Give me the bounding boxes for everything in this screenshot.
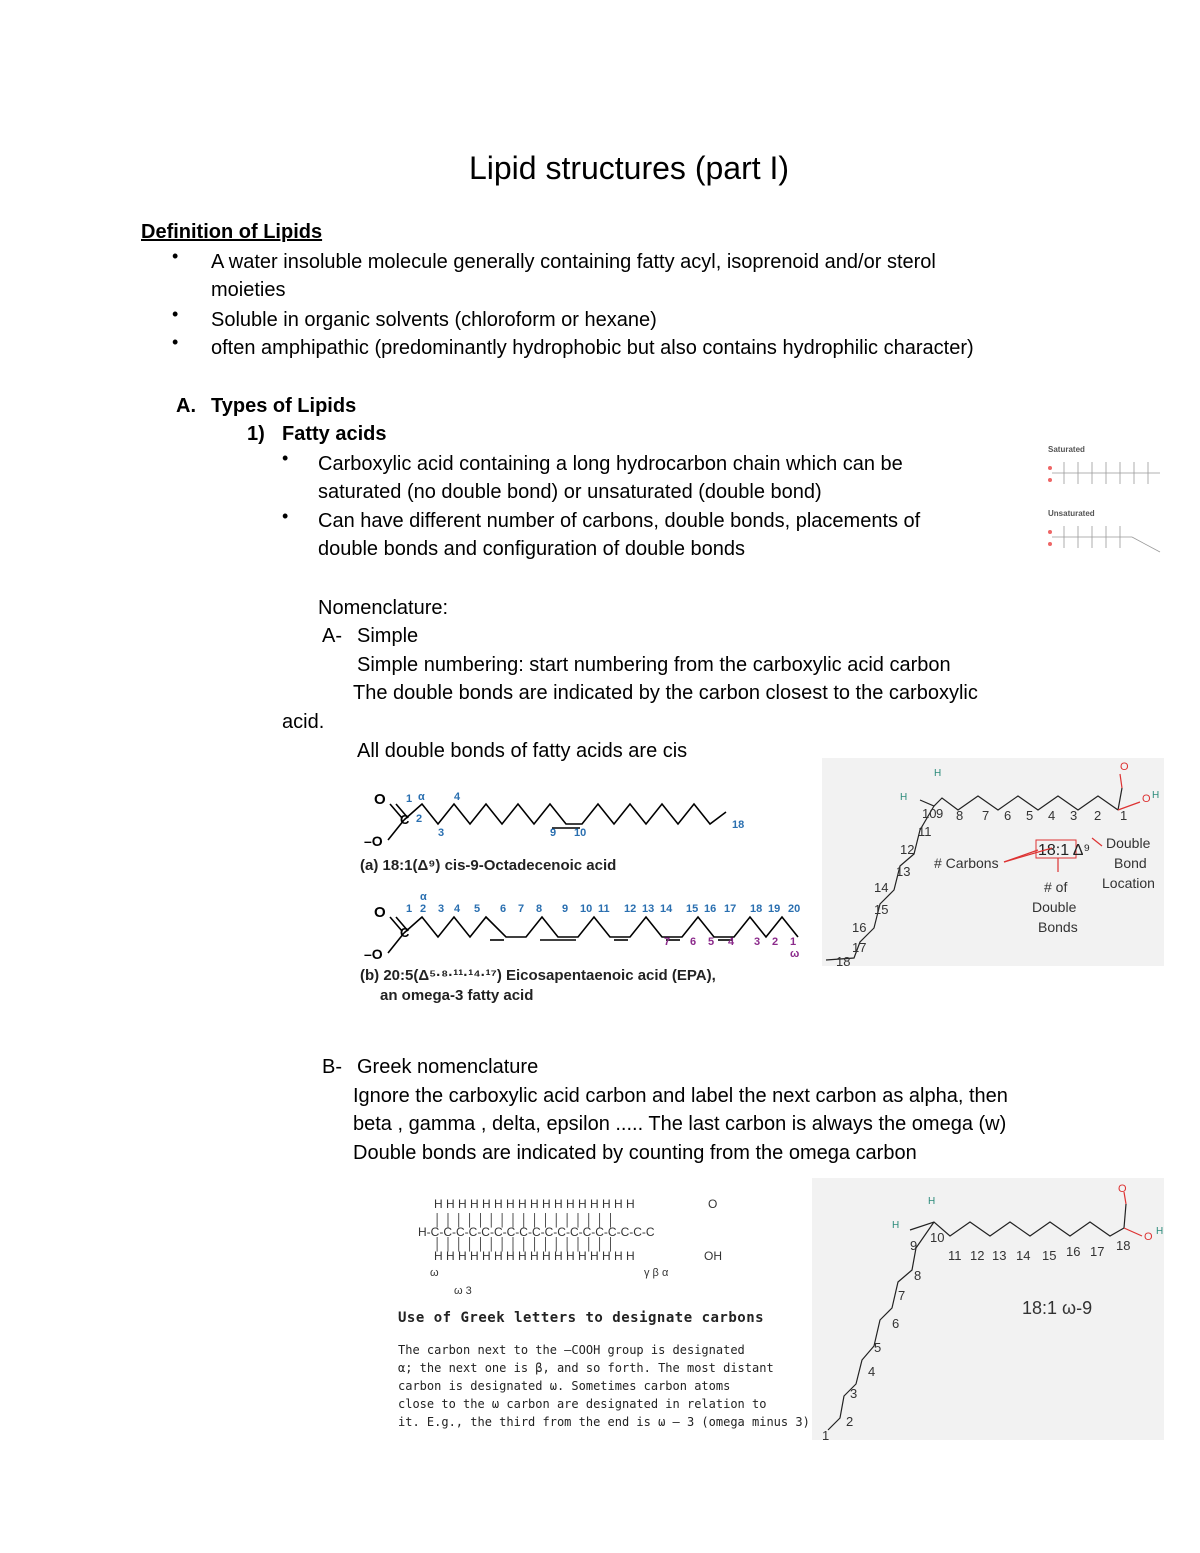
svg-text:12: 12 xyxy=(970,1248,985,1263)
svg-text:3: 3 xyxy=(438,903,445,915)
svg-text:12: 12 xyxy=(624,903,637,915)
svg-text:18: 18 xyxy=(732,819,745,831)
svg-text:18: 18 xyxy=(750,903,763,915)
svg-text:OH: OH xyxy=(704,1249,722,1263)
definition-bullet-2: Soluble in organic solvents (chloroform or hexane) xyxy=(211,309,657,331)
svg-text:O: O xyxy=(374,791,386,808)
nomenclature-b-line-2: beta , gamma , delta, epsilon ..... The last carbon is always the omega (w) xyxy=(353,1113,1007,1135)
bullet-icon: • xyxy=(172,332,179,352)
svg-text:15: 15 xyxy=(686,903,699,915)
saturated-unsaturated-thumbnail xyxy=(1040,440,1170,560)
omega-label: ω xyxy=(430,1267,439,1279)
svg-text:8: 8 xyxy=(956,808,964,823)
caption-epa-2: an omega-3 fatty acid xyxy=(380,987,534,1004)
greek-text-1: The carbon next to the –COOH group is designated xyxy=(398,1343,745,1357)
svg-text:19: 19 xyxy=(768,903,781,915)
definition-bullet-3: often amphipathic (predominantly hydrophobic but also contains hydrophilic character) xyxy=(211,337,974,359)
svg-text:11: 11 xyxy=(598,903,610,915)
svg-text:10: 10 xyxy=(922,806,937,821)
svg-text:9: 9 xyxy=(936,806,944,821)
svg-text:7: 7 xyxy=(898,1288,906,1303)
fatty-acid-bullet-2: Can have different number of carbons, double bonds, placements of xyxy=(318,510,921,532)
omega-number: 3 xyxy=(754,936,761,948)
svg-text:O: O xyxy=(1142,793,1151,805)
svg-text:17: 17 xyxy=(852,940,867,955)
svg-text:5: 5 xyxy=(874,1340,882,1355)
svg-text:7: 7 xyxy=(518,903,525,915)
svg-text:α: α xyxy=(420,891,427,903)
svg-text:10: 10 xyxy=(574,827,587,839)
svg-text:13: 13 xyxy=(896,864,911,879)
nomenclature-a-line-2: The double bonds are indicated by the carbon closest to the carboxylic xyxy=(353,682,978,704)
types-letter: A. xyxy=(176,395,196,417)
svg-text:15: 15 xyxy=(1042,1248,1057,1263)
svg-text:10: 10 xyxy=(930,1230,945,1245)
svg-text:5: 5 xyxy=(1026,808,1034,823)
delta-notation-figure xyxy=(822,758,1164,966)
thumb-saturated-label: Saturated xyxy=(1048,445,1085,454)
svg-text:8: 8 xyxy=(536,903,543,915)
svg-text:14: 14 xyxy=(660,903,673,915)
greek-letters-structure xyxy=(418,1194,728,1298)
bullet-icon: • xyxy=(282,448,289,468)
svg-text:O: O xyxy=(1120,761,1129,773)
svg-text:2: 2 xyxy=(420,903,427,915)
svg-text:α: α xyxy=(418,791,425,803)
svg-text:10: 10 xyxy=(580,903,593,915)
definition-bullet-1: A water insoluble molecule generally containing fatty acyl, isoprenoid and/or sterol xyxy=(211,251,936,273)
svg-text:17: 17 xyxy=(724,903,737,915)
greek-title: Use of Greek letters to designate carbons xyxy=(398,1310,765,1326)
svg-text:2: 2 xyxy=(1094,808,1102,823)
fatty-acids-heading: Fatty acids xyxy=(282,423,387,445)
bullet-icon: • xyxy=(172,304,179,324)
svg-text:16: 16 xyxy=(852,920,867,935)
omega-number: 1 xyxy=(790,936,797,948)
svg-text:–O: –O xyxy=(364,946,383,962)
caption-epa-1: (b) 20:5(Δ⁵·⁸·¹¹·¹⁴·¹⁷) Eicosapentaenoic acid (EPA), xyxy=(360,967,716,984)
svg-text:1: 1 xyxy=(1120,808,1128,823)
omega-notation-figure xyxy=(812,1178,1164,1440)
svg-text:H-C-C-C-C-C-C-C-C-C-C-C-C-C-C-: H-C-C-C-C-C-C-C-C-C-C-C-C-C-C-C-C-C-C xyxy=(418,1225,655,1239)
svg-text:│ │ │ │ │ │ │ │ │ │ │ │ │ │ │: │ │ │ │ │ │ │ │ │ │ │ │ │ │ │ │ │ xyxy=(434,1237,615,1251)
svg-text:9: 9 xyxy=(562,903,569,915)
label-double-bonds-3: Bonds xyxy=(1038,919,1078,935)
nomenclature-b-label: B- xyxy=(322,1056,342,1078)
label-double-bonds-2: Double xyxy=(1032,899,1077,915)
omega-notation: 18:1 ω-9 xyxy=(1022,1298,1093,1318)
types-heading: Types of Lipids xyxy=(211,395,357,417)
svg-text:O: O xyxy=(1118,1183,1127,1195)
fatty-acid-structures-figure xyxy=(360,782,810,1012)
omega-number: 6 xyxy=(690,936,697,948)
svg-text:H: H xyxy=(934,768,942,779)
omega-number: 5 xyxy=(708,936,715,948)
label-location-2: Bond xyxy=(1114,855,1147,871)
svg-text:3: 3 xyxy=(438,827,445,839)
svg-text:H: H xyxy=(928,1196,936,1207)
svg-text:6: 6 xyxy=(892,1316,900,1331)
caption-oleic: (a) 18:1(Δ⁹) cis-9-Octadecenoic acid xyxy=(360,857,617,874)
svg-text:O: O xyxy=(1144,1231,1153,1243)
fatty-acids-number: 1) xyxy=(247,423,265,445)
omega-number: 2 xyxy=(772,936,779,948)
svg-text:3: 3 xyxy=(1070,808,1078,823)
greek-text-3: carbon is designated ω. Sometimes carbon atoms xyxy=(398,1379,731,1393)
svg-text:O: O xyxy=(374,904,386,921)
svg-text:2: 2 xyxy=(416,813,423,825)
gamma-beta-alpha-label: γ β α xyxy=(644,1267,669,1279)
page-title: Lipid structures (part I) xyxy=(468,150,790,186)
svg-text:2: 2 xyxy=(846,1414,854,1429)
svg-text:11: 11 xyxy=(918,824,932,839)
nomenclature-a-line-3: acid. xyxy=(282,711,325,733)
label-carbons: # Carbons xyxy=(934,855,999,871)
fatty-acid-bullet-1: Carboxylic acid containing a long hydrocarbon chain which can be xyxy=(318,453,903,475)
omega-3-label: ω 3 xyxy=(454,1285,472,1297)
svg-text:–O: –O xyxy=(364,833,383,849)
definition-heading: Definition of Lipids xyxy=(141,221,323,243)
omega-number: 7 xyxy=(664,936,671,948)
svg-text:16: 16 xyxy=(704,903,717,915)
svg-text:O: O xyxy=(708,1197,718,1211)
nomenclature-b-title: Greek nomenclature xyxy=(357,1056,539,1078)
omega-number: 4 xyxy=(728,936,735,948)
fatty-acid-bullet-1-cont: saturated (no double bond) or unsaturated (double bond) xyxy=(318,481,822,503)
svg-text:17: 17 xyxy=(1090,1244,1105,1259)
svg-text:1: 1 xyxy=(822,1428,830,1440)
nomenclature-a-line-4: All double bonds of fatty acids are cis xyxy=(357,740,688,762)
svg-text:9: 9 xyxy=(550,827,557,839)
svg-text:1: 1 xyxy=(406,793,413,805)
label-double-bonds-1: # of xyxy=(1044,879,1068,895)
svg-text:9: 9 xyxy=(910,1238,918,1253)
greek-text-2: α; the next one is β, and so forth. The most distant xyxy=(398,1361,774,1375)
fatty-acid-bullet-2-cont: double bonds and configuration of double bonds xyxy=(318,538,746,560)
bullet-icon: • xyxy=(282,506,289,526)
svg-text:11: 11 xyxy=(948,1248,962,1263)
label-location-1: Double xyxy=(1106,835,1151,851)
svg-text:6: 6 xyxy=(500,903,507,915)
label-location-3: Location xyxy=(1102,875,1155,891)
svg-text:H: H xyxy=(892,1220,900,1231)
nomenclature-b-line-1: Ignore the carboxylic acid carbon and label the next carbon as alpha, then xyxy=(353,1085,1008,1107)
svg-text:8: 8 xyxy=(914,1268,922,1283)
greek-text-5: it. E.g., the third from the end is ω – 3 (omega minus 3) xyxy=(398,1415,810,1429)
svg-text:H: H xyxy=(1152,790,1160,801)
svg-text:13: 13 xyxy=(642,903,655,915)
svg-text:│ │ │ │ │ │ │ │ │ │ │ │ │ │ │: │ │ │ │ │ │ │ │ │ │ │ │ │ │ │ │ │ xyxy=(434,1213,615,1227)
svg-text:4: 4 xyxy=(454,791,461,803)
svg-text:13: 13 xyxy=(992,1248,1007,1263)
svg-text:1: 1 xyxy=(406,903,413,915)
svg-text:C: C xyxy=(400,812,410,827)
nomenclature-a-line-1: Simple numbering: start numbering from the carboxylic acid carbon xyxy=(357,654,951,676)
svg-text:4: 4 xyxy=(868,1364,876,1379)
svg-text:H: H xyxy=(900,792,908,803)
svg-text:18: 18 xyxy=(1116,1238,1131,1253)
svg-text:C: C xyxy=(400,925,410,940)
bullet-icon: • xyxy=(172,246,179,266)
svg-text:H H H H H H H H H H H H H H H: H H H H H H H H H H H H H H H H H xyxy=(434,1249,635,1263)
nomenclature-heading: Nomenclature: xyxy=(318,597,449,619)
nomenclature-b-line-3: Double bonds are indicated by counting from the omega carbon xyxy=(353,1142,917,1164)
svg-text:H H H H H H H H H H H H H H H: H H H H H H H H H H H H H H H H H xyxy=(434,1197,635,1211)
omega-symbol: ω xyxy=(790,948,800,960)
svg-text:6: 6 xyxy=(1004,808,1012,823)
svg-text:14: 14 xyxy=(874,880,889,895)
greek-text-4: close to the ω carbon are designated in relation to xyxy=(398,1397,767,1411)
svg-text:14: 14 xyxy=(1016,1248,1031,1263)
nomenclature-a-title: Simple xyxy=(357,625,419,647)
thumb-unsaturated-label: Unsaturated xyxy=(1048,509,1095,518)
delta-notation: 18:1 Δ⁹ xyxy=(1038,842,1091,859)
definition-bullet-1-cont: moieties xyxy=(211,279,286,301)
svg-text:15: 15 xyxy=(874,902,889,917)
svg-text:7: 7 xyxy=(982,808,990,823)
svg-text:16: 16 xyxy=(1066,1244,1081,1259)
svg-text:H: H xyxy=(1156,1226,1164,1237)
nomenclature-a-label: A- xyxy=(322,625,342,647)
svg-text:20: 20 xyxy=(788,903,801,915)
svg-text:12: 12 xyxy=(900,842,915,857)
svg-text:4: 4 xyxy=(1048,808,1056,823)
svg-text:5: 5 xyxy=(474,903,481,915)
svg-text:18: 18 xyxy=(836,954,851,966)
svg-text:3: 3 xyxy=(850,1386,858,1401)
svg-text:4: 4 xyxy=(454,903,461,915)
